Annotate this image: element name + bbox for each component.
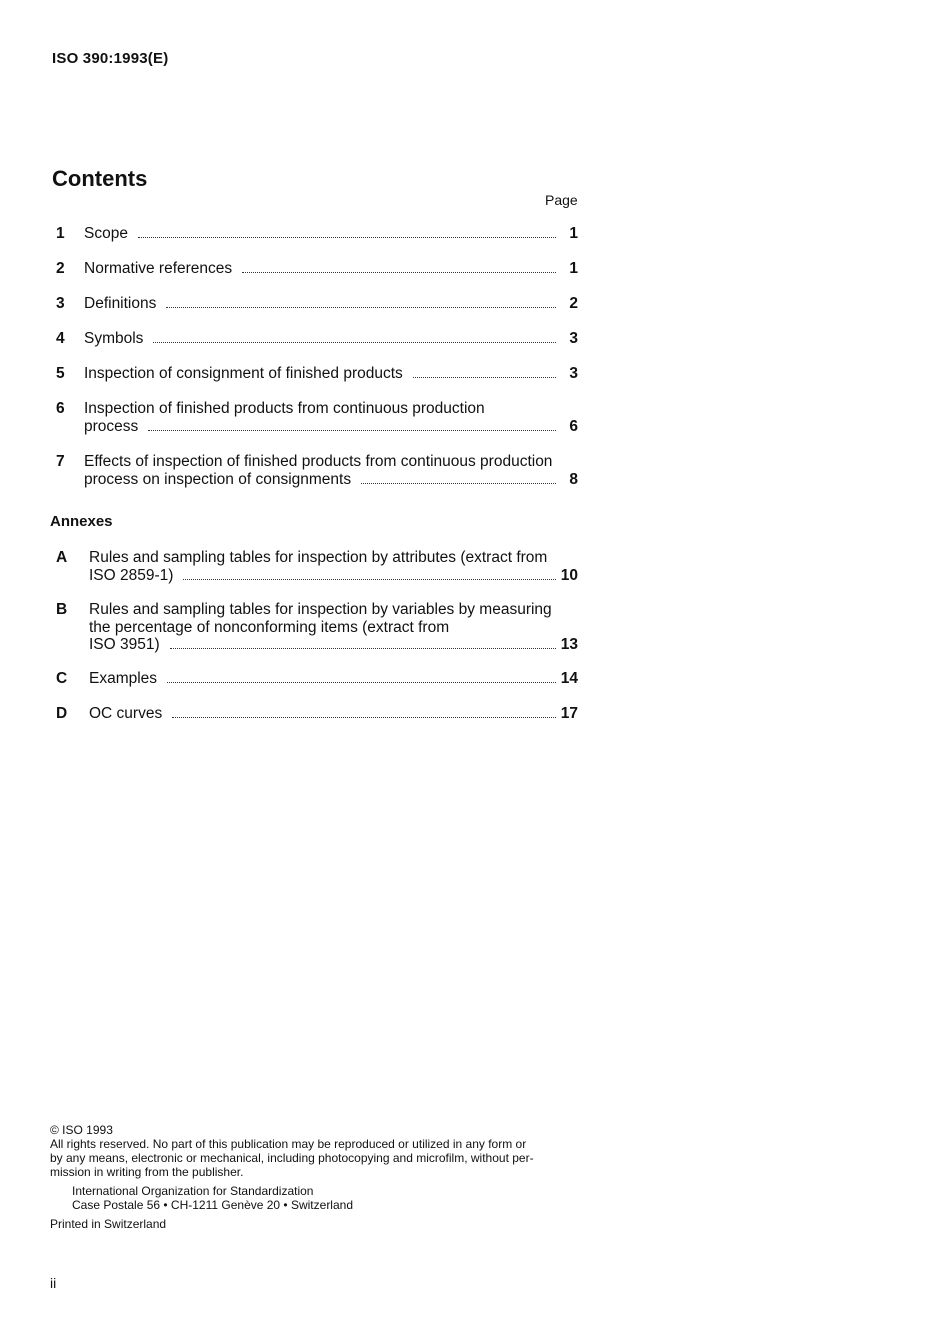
toc-entry[interactable]	[52, 365, 578, 385]
toc-entry-title-line: the percentage of nonconforming items (extract from	[89, 618, 450, 636]
organization-name: International Organization for Standardization	[72, 1184, 314, 1198]
toc-entry[interactable]	[52, 400, 578, 437]
toc-entry-title-line: process on inspection of consignments	[84, 470, 352, 488]
toc-entry-title-line: Symbols	[84, 330, 144, 347]
dot-leader	[172, 717, 556, 718]
toc-entry-number: 4	[56, 330, 65, 347]
toc-entry-number: D	[56, 705, 68, 722]
document-id: ISO 390:1993(E)	[52, 50, 169, 67]
annex-entry[interactable]	[52, 670, 578, 690]
toc-entry-number: A	[56, 549, 68, 566]
dot-leader	[170, 648, 556, 649]
toc-entry-page: 6	[569, 417, 578, 435]
page-number: ii	[50, 1275, 57, 1291]
toc-entry-title-line: Definitions	[84, 295, 157, 312]
toc-entry-title-line: Rules and sampling tables for inspection by variables by measuring	[89, 601, 552, 618]
toc-entry[interactable]	[52, 225, 578, 245]
printed-in: Printed in Switzerland	[50, 1217, 167, 1231]
dot-leader	[183, 579, 556, 580]
toc-entry-title-line: ISO 2859-1)	[89, 566, 174, 584]
rights-text-line: All rights reserved. No part of this publication may be reproduced or utilized in any form or	[50, 1137, 527, 1151]
toc-entry-number: 1	[56, 225, 65, 242]
toc-entry-title-line: Inspection of consignment of finished products	[84, 365, 403, 382]
dot-leader	[148, 430, 556, 431]
toc-entry[interactable]	[52, 260, 578, 280]
toc-entry-title-line: Inspection of finished products from continuous production	[84, 400, 485, 417]
toc-entry-page: 8	[569, 470, 578, 488]
toc-entry-title-line: ISO 3951)	[89, 636, 160, 653]
copyright-line: © ISO 1993	[50, 1123, 113, 1137]
toc-entry-number: 3	[56, 295, 65, 312]
toc-entry-number: B	[56, 601, 68, 618]
toc-entry-title-line: OC curves	[89, 705, 163, 722]
toc-entry[interactable]	[52, 453, 578, 490]
toc-entry-page: 1	[569, 225, 578, 242]
toc-entry-number: 7	[56, 453, 65, 470]
rights-text-line: mission in writing from the publisher.	[50, 1165, 244, 1179]
toc-entry-title-line: Examples	[89, 670, 158, 687]
rights-text-line: by any means, electronic or mechanical, including photocopying and microfilm, without per-	[50, 1151, 534, 1165]
toc-entry-page: 1	[569, 260, 578, 277]
toc-entry-page: 14	[560, 670, 578, 687]
dot-leader	[153, 342, 556, 343]
dot-leader	[138, 237, 556, 238]
dot-leader	[361, 483, 556, 484]
organization-address: Case Postale 56 • CH-1211 Genève 20 • Switzerland	[72, 1198, 353, 1212]
annex-entry[interactable]	[52, 549, 578, 586]
toc-entry-page: 3	[569, 365, 578, 382]
toc-entry-page: 3	[569, 330, 578, 347]
dot-leader	[167, 682, 556, 683]
toc-entry-number: C	[56, 670, 68, 687]
toc-entry-title-line: Scope	[84, 225, 128, 242]
toc-entry-title-line: Normative references	[84, 260, 233, 277]
annex-entry[interactable]	[52, 705, 578, 725]
annexes-heading: Annexes	[50, 513, 113, 530]
dot-leader	[242, 272, 556, 273]
toc-entry-page: 13	[560, 636, 578, 653]
toc-entry-title-line: Rules and sampling tables for inspection by attributes (extract from	[89, 549, 548, 566]
dot-leader	[166, 307, 556, 308]
toc-entry-number: 6	[56, 400, 65, 417]
toc-entry-page: 2	[569, 295, 578, 312]
toc-entry-title-line: process	[84, 417, 139, 435]
copyright-notice	[50, 1123, 580, 1231]
toc-entry-number: 5	[56, 365, 65, 382]
toc-entry[interactable]	[52, 295, 578, 315]
toc-entry-number: 2	[56, 260, 65, 277]
toc-entry-page: 10	[560, 566, 578, 584]
page-column-label: Page	[545, 192, 578, 208]
toc-entry[interactable]	[52, 330, 578, 350]
annex-entry[interactable]	[52, 601, 578, 656]
toc-entry-page: 17	[560, 705, 578, 722]
dot-leader	[413, 377, 556, 378]
toc-entry-title-line: Effects of inspection of finished products from continuous production	[84, 453, 553, 470]
contents-title: Contents	[52, 166, 148, 191]
